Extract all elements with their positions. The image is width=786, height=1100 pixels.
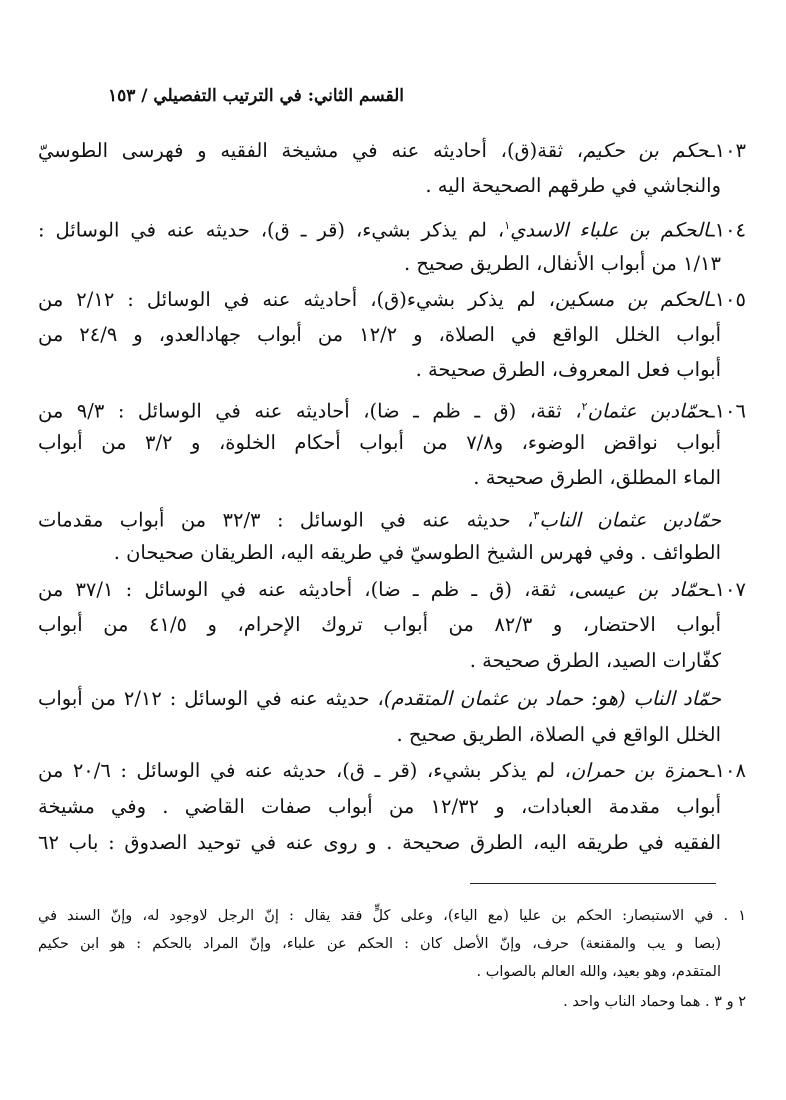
footnote-marker: ١ <box>504 219 511 232</box>
entry-number: ١٠٧ـ <box>708 578 746 601</box>
running-header: القسم الثاني: في الترتيب التفصيلي / ١٥٣ <box>107 86 404 106</box>
narrator-name: الحكم بن مسكين <box>555 288 709 311</box>
entry-number: ١٠٨ـ <box>708 759 746 782</box>
entry-107b-line-2: الخلل الواقع في الصلاة، الطريق صحيح . <box>396 723 721 746</box>
entry-number: ١٠٤ـ <box>708 218 747 242</box>
entry-text: ، حديثه عنه في الوسائل : ٣٢/٣ من أبواب مقدمات <box>38 508 534 532</box>
narrator-name: حمّاد الناب (هو: حماد بن عثمان المتقدم) <box>383 687 721 710</box>
entry-108-line-2: أبواب مقدمة العبادات، و ١٢/٣٢ من أبواب صفات القاضي . وفي مشيخة <box>38 795 721 818</box>
entry-104-line-2: ١/١٣ من أبواب الأنفال، الطريق صحيح . <box>403 252 721 275</box>
entry-103-line-2: والنجاشي في طرقهم الصحيحة اليه . <box>425 174 721 197</box>
entry-text: ، حديثه عنه في الوسائل : ٢/١٢ من أبواب <box>38 687 384 710</box>
entry-text: ، لم يذكر بشيء، (قر ـ ق)، حديثه عنه في الوسائل : <box>38 218 505 242</box>
narrator-name: حمزة بن حمران <box>570 759 709 782</box>
entry-108-line-1 <box>38 756 746 786</box>
footnote-marker: ٢ <box>581 400 588 413</box>
entry-103-line-1 <box>38 136 746 166</box>
entry-104-line-1 <box>38 211 746 246</box>
entry-105-line-2: أبواب الخلل الواقع في الصلاة، و ١٢/٢ من أبواب جهادالعدو، و ٢٤/٩ من <box>38 323 721 346</box>
narrator-name: حمّادبن عثمان الناب <box>539 508 721 532</box>
entry-108-line-3: الفقيه في طريقه اليه، الطرق صحيحة . و روى عنه في توحيد الصدوق : باب ٦٢ <box>38 831 721 854</box>
footnote-2-3: ٢ و ٣ . هما وحماد الناب واحد . <box>563 994 746 1010</box>
entry-106b-line-2: الطوائف . وفي فهرس الشيخ الطوسيّ في طريقه اليه، الطريقان صحيحان . <box>113 541 721 564</box>
entry-105-line-1 <box>38 285 746 315</box>
entry-number: ١٠٣ـ <box>708 139 747 162</box>
entry-text: ، لم يذكر بشيء(ق)، أحاديثه عنه في الوسائل : ٢/١٢ من <box>38 288 556 311</box>
entry-107-line-1 <box>38 575 746 605</box>
narrator-name: حكم بن حكيم <box>583 139 709 162</box>
entry-106-line-3: الماء المطلق، الطرق صحيحة . <box>473 466 721 489</box>
footnote-1-line-3: المتقدم، وهو بعيد، والله العالم بالصواب . <box>476 964 721 980</box>
entry-number: ١٠٦ـ <box>708 399 746 423</box>
footnote-marker: ٣ <box>533 509 540 522</box>
narrator-name: حمّاد بن عيسى <box>574 578 709 601</box>
footnote-1-line-1: ١ . في الاستبصار: الحكم بن عليا (مع الياء)، وعلى كلٍّ فقد يقال : إنّ الرجل لاوجود له، وإنّ السند في <box>38 908 746 924</box>
footnote-1-line-2: (بصا و يب والمقنعة) حرف، وإنّ الأصل كان : الحكم عن علباء، وإنّ المراد بالحكم : هو ابن حكيم <box>38 936 721 952</box>
entry-107b-line-1 <box>38 684 721 714</box>
entry-text: ، لم يذكر بشيء، (قر ـ ق)، حديثه عنه في الوسائل : ٢٠/٦ من <box>38 759 571 782</box>
entry-106b-line-1 <box>38 501 721 536</box>
entry-text: ، ثقة، (ق ـ ظم ـ ضا)، أحاديثه عنه في الوسائل : ٣٧/١ من <box>38 578 575 601</box>
narrator-name: الحكم بن علباء الاسدي <box>510 218 709 242</box>
entry-106-line-2: أبواب نواقض الوضوء، و٧/٨ من أبواب أحكام الخلوة، و ٣/٢ من أبواب <box>38 431 721 454</box>
entry-107-line-2: أبواب الاحتضار، و ٨٢/٣ من أبواب تروك الإحرام، و ٤١/٥ من أبواب <box>38 613 721 636</box>
footnote-separator <box>470 883 716 884</box>
entry-105-line-3: أبواب فعل المعروف، الطرق صحيحة . <box>415 358 721 381</box>
entry-107-line-3: كفّارات الصيد، الطرق صحيحة . <box>469 649 721 672</box>
entry-number: ١٠٥ـ <box>708 288 746 311</box>
narrator-name: حمّادبن عثمان <box>587 399 709 423</box>
entry-106-line-1 <box>38 392 746 427</box>
entry-text: ، ثقة(ق)، أحاديثه عنه في مشيخة الفقيه و فهرسى الطوسيّ <box>38 139 584 162</box>
entry-text: ، ثقة، (ق ـ ظم ـ ضا)، أحاديثه عنه في الوسائل : ٩/٣ من <box>38 399 582 423</box>
